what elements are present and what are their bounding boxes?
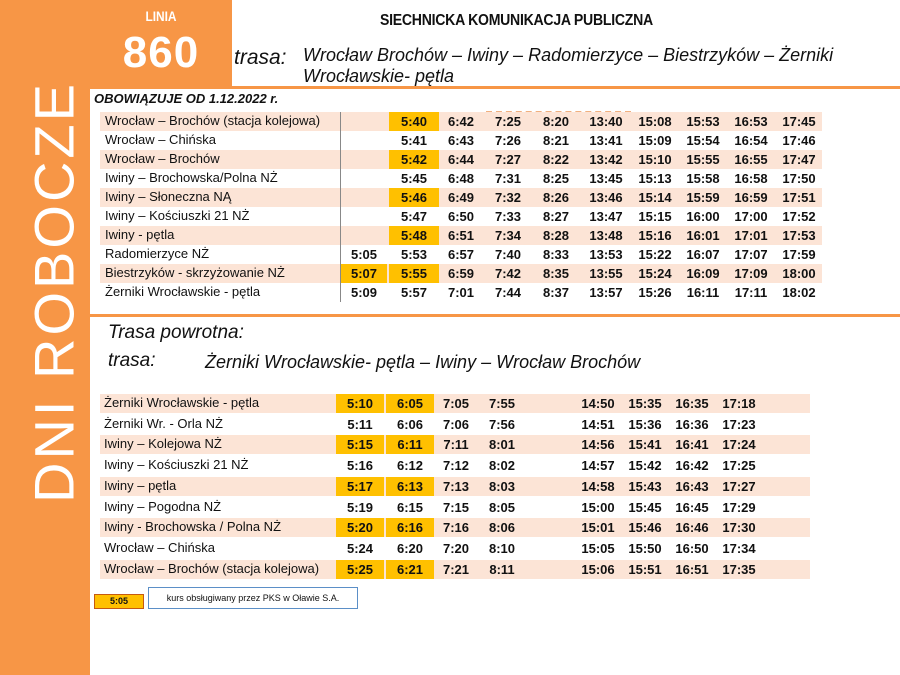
table-row	[100, 456, 810, 475]
stop-name: Żerniki Wr. - Orla NŻ	[104, 415, 223, 431]
departure-time: 17:34	[722, 540, 756, 556]
departure-time: 5:48	[389, 226, 439, 245]
departure-time: 16:50	[675, 540, 709, 556]
departure-time: 7:01	[447, 285, 475, 300]
departure-time: 7:33	[494, 209, 522, 224]
departure-time: 5:17	[336, 477, 384, 496]
departure-time: 13:53	[589, 247, 623, 262]
departure-time: 17:25	[722, 458, 756, 474]
departure-time: 15:15	[638, 209, 672, 224]
departure-time: 8:01	[488, 437, 516, 453]
departure-time: 8:10	[488, 540, 516, 556]
departure-time: 15:55	[686, 152, 720, 167]
company-name: SIECHNICKA KOMUNIKACJA PUBLICZNA	[380, 12, 653, 29]
departure-time: 5:07	[341, 264, 387, 283]
departure-time: 14:57	[581, 458, 615, 474]
departure-time: 15:16	[638, 228, 672, 243]
route-line-1: Wrocław Brochów – Iwiny – Radomierzyce – Biestrzyków – Żerniki	[303, 45, 834, 65]
departure-time: 8:20	[542, 114, 570, 129]
departure-time: 16:09	[686, 266, 720, 281]
departure-time: 16:45	[675, 499, 709, 515]
departure-time: 6:48	[447, 171, 475, 186]
departure-time: 17:18	[722, 396, 756, 411]
departure-time: 15:01	[581, 520, 615, 536]
departure-time: 8:21	[542, 133, 570, 148]
departure-time: 7:15	[442, 499, 470, 515]
departure-time: 15:08	[638, 114, 672, 129]
departure-time: 15:26	[638, 285, 672, 300]
day-type-title: DNI ROBOCZE	[22, 81, 86, 503]
table-row	[100, 264, 822, 283]
legend-swatch: 5:05	[94, 594, 144, 609]
stop-name: Iwiny - pętla	[105, 227, 175, 242]
departure-time: 5:11	[347, 416, 373, 432]
departure-time: 8:33	[542, 247, 570, 262]
departure-time: 17:29	[722, 499, 756, 515]
departure-time: 17:00	[734, 209, 768, 224]
departure-time: 5:25	[336, 560, 384, 579]
departure-time: 7:11	[443, 437, 469, 453]
departure-time: 7:27	[494, 152, 522, 167]
stop-name: Iwiny - Brochowska / Polna NŻ	[104, 519, 282, 535]
departure-time: 17:53	[782, 228, 816, 243]
departure-time: 8:35	[542, 266, 570, 281]
departure-time: 15:14	[638, 190, 672, 205]
departure-time: 6:05	[386, 394, 434, 413]
departure-time: 17:30	[722, 520, 756, 536]
departure-time: 15:58	[686, 171, 720, 186]
table-row	[100, 188, 822, 207]
departure-time: 13:45	[589, 171, 623, 186]
departure-time: 6:43	[447, 133, 475, 148]
return-route-label: trasa:	[108, 350, 156, 371]
departure-time: 5:05	[350, 247, 378, 262]
departure-time: 15:05	[581, 540, 615, 556]
stop-name: Wrocław – Brochów (stacja kolejowa)	[104, 560, 320, 576]
stop-name: Iwiny – Pogodna NŻ	[104, 498, 222, 514]
departure-time: 7:21	[442, 561, 470, 577]
header-divider	[90, 86, 900, 89]
departure-time: 7:05	[442, 396, 470, 411]
table-row	[100, 518, 810, 537]
departure-time: 15:59	[686, 190, 720, 205]
stop-name: Iwiny – Kościuszki 21 NŻ	[104, 457, 249, 473]
table-row	[100, 226, 822, 245]
departure-time: 15:50	[628, 540, 662, 556]
departure-time: 5:41	[400, 133, 428, 148]
departure-time: 6:20	[396, 540, 424, 556]
departure-time: 13:42	[589, 152, 623, 167]
departure-time: 17:35	[722, 561, 756, 577]
departure-time: 16:43	[675, 478, 709, 494]
departure-time: 8:06	[488, 520, 516, 536]
section-divider	[90, 314, 900, 317]
departure-time: 8:22	[542, 152, 570, 167]
departure-time: 15:00	[581, 499, 615, 515]
departure-time: 17:23	[722, 416, 756, 432]
departure-time: 5:53	[400, 247, 428, 262]
departure-time: 15:42	[628, 458, 662, 474]
departure-time: 16:01	[686, 228, 720, 243]
departure-time: 17:52	[782, 209, 816, 224]
table-row	[100, 477, 810, 496]
departure-time: 6:13	[386, 477, 434, 496]
departure-time: 5:20	[336, 518, 384, 537]
departure-time: 6:15	[396, 499, 424, 515]
departure-time: 15:53	[686, 114, 720, 129]
departure-time: 6:12	[396, 458, 424, 474]
departure-time: 5:47	[400, 209, 428, 224]
departure-time: 6:11	[386, 435, 434, 454]
departure-time: 15:06	[581, 561, 615, 577]
departure-time: 7:26	[494, 133, 522, 148]
stop-name: Iwiny – pętla	[104, 477, 177, 493]
departure-time: 7:56	[488, 416, 516, 432]
departure-time: 7:20	[442, 540, 470, 556]
departure-time: 7:44	[494, 285, 522, 300]
departure-time: 17:27	[722, 478, 756, 494]
departure-time: 6:49	[447, 190, 475, 205]
departure-time	[341, 226, 387, 245]
departure-time	[341, 188, 387, 207]
departure-time: 17:46	[782, 133, 816, 148]
departure-time: 6:57	[447, 247, 475, 262]
departure-time: 5:45	[400, 171, 428, 186]
departure-time: 17:59	[782, 247, 816, 262]
departure-time: 15:09	[638, 133, 672, 148]
column-separator	[340, 112, 341, 302]
departure-time: 5:16	[346, 458, 374, 474]
stop-name: Żerniki Wrocławskie - pętla	[105, 284, 261, 299]
departure-time: 15:41	[628, 437, 662, 453]
departure-time: 15:22	[638, 247, 672, 262]
table-row	[100, 207, 822, 226]
table-row	[100, 283, 822, 302]
departure-time: 7:16	[442, 520, 470, 536]
table-row	[100, 169, 822, 188]
departure-time: 6:21	[386, 560, 434, 579]
departure-time: 17:11	[734, 285, 768, 300]
departure-time: 16:46	[675, 520, 709, 536]
stop-name: Wrocław – Brochów (stacja kolejowa)	[105, 113, 321, 128]
departure-time: 7:40	[494, 247, 522, 262]
departure-time: 5:57	[400, 285, 428, 300]
departure-time: 15:35	[628, 396, 662, 411]
departure-time: 7:42	[494, 266, 522, 281]
departure-time: 16:41	[675, 437, 709, 453]
departure-time: 15:10	[638, 152, 672, 167]
departure-time: 13:55	[589, 266, 623, 281]
departure-time: 16:11	[686, 285, 720, 300]
departure-time	[341, 150, 387, 169]
departure-time: 8:37	[542, 285, 570, 300]
departure-time: 17:01	[734, 228, 768, 243]
return-title: Trasa powrotna:	[108, 322, 244, 343]
departure-time: 16:58	[734, 171, 768, 186]
table-row	[100, 112, 822, 131]
stop-name: Radomierzyce NŻ	[105, 246, 210, 261]
departure-time: 8:26	[542, 190, 570, 205]
departure-time: 16:00	[686, 209, 720, 224]
departure-time: 7:31	[494, 171, 522, 186]
departure-time: 15:45	[628, 499, 662, 515]
departure-time: 6:42	[447, 114, 475, 129]
departure-time: 16:51	[675, 561, 709, 577]
departure-time: 7:25	[494, 114, 522, 129]
departure-time: 14:50	[581, 396, 615, 411]
departure-time: 5:42	[389, 150, 439, 169]
departure-time: 7:32	[494, 190, 522, 205]
departure-time: 16:36	[675, 416, 709, 432]
departure-time: 7:34	[494, 228, 522, 243]
stop-name: Iwiny – Brochowska/Polna NŻ	[105, 170, 278, 185]
departure-time: 16:42	[675, 458, 709, 474]
return-route-text: Żerniki Wrocławskie- pętla – Iwiny – Wrocław Brochów	[205, 352, 641, 372]
departure-time: 6:50	[447, 209, 475, 224]
departure-time: 15:51	[628, 561, 662, 577]
departure-time: 6:51	[447, 228, 475, 243]
departure-time: 17:24	[722, 437, 756, 453]
line-label: LINIA	[145, 8, 177, 24]
departure-time: 8:03	[488, 478, 516, 494]
departure-time: 8:28	[542, 228, 570, 243]
departure-time: 7:13	[442, 478, 470, 494]
stop-name: Żerniki Wrocławskie - pętla	[104, 395, 260, 410]
departure-time	[341, 131, 387, 150]
table-row	[100, 435, 810, 454]
departure-time: 17:50	[782, 171, 816, 186]
table-row	[100, 539, 810, 558]
departure-time: 7:12	[442, 458, 470, 474]
departure-time: 15:36	[628, 416, 662, 432]
stop-name: Iwiny – Kościuszki 21 NŻ	[105, 208, 250, 223]
departure-time: 6:59	[447, 266, 475, 281]
departure-time: 8:05	[488, 499, 516, 515]
stop-name: Wrocław – Brochów	[105, 151, 220, 166]
departure-time	[341, 207, 387, 226]
departure-time: 13:41	[589, 133, 623, 148]
departure-time: 7:06	[442, 416, 470, 432]
route-label: trasa:	[234, 46, 287, 69]
table-row	[100, 150, 822, 169]
departure-time: 13:46	[589, 190, 623, 205]
departure-time: 16:53	[734, 114, 768, 129]
departure-time: 13:47	[589, 209, 623, 224]
departure-time: 15:13	[638, 171, 672, 186]
stop-name: Iwiny – Kolejowa NŻ	[104, 436, 222, 452]
stop-name: Biestrzyków - skrzyżowanie NŻ	[105, 265, 285, 280]
departure-time: 18:00	[782, 266, 816, 281]
departure-time: 6:44	[447, 152, 475, 167]
departure-time: 13:57	[589, 285, 623, 300]
departure-time: 17:07	[734, 247, 768, 262]
departure-time: 15:24	[638, 266, 672, 281]
departure-time: 5:24	[346, 540, 374, 556]
line-number: 860	[122, 28, 200, 77]
departure-time: 14:56	[581, 437, 615, 453]
table-row	[100, 394, 810, 413]
departure-time: 8:02	[488, 458, 516, 474]
departure-time: 13:48	[589, 228, 623, 243]
departure-time: 8:25	[542, 171, 570, 186]
departure-time: 17:09	[734, 266, 768, 281]
legend-text: kurs obsługiwany przez PKS w Oławie S.A.	[148, 587, 358, 609]
table-row	[100, 560, 810, 579]
departure-time: 16:54	[734, 133, 768, 148]
departure-time: 17:45	[782, 114, 816, 129]
departure-time: 15:54	[686, 133, 720, 148]
departure-time: 8:27	[542, 209, 570, 224]
departure-time: 16:07	[686, 247, 720, 262]
table-row	[100, 415, 810, 434]
departure-time: 8:11	[489, 561, 515, 577]
departure-time: 5:46	[389, 188, 439, 207]
departure-time: 16:35	[675, 396, 709, 411]
departure-time: 5:09	[350, 285, 378, 300]
departure-time: 14:58	[581, 478, 615, 494]
route-line-2: Wrocławskie- pętla	[303, 66, 455, 86]
departure-time: 5:19	[346, 499, 374, 515]
departure-time	[341, 169, 387, 188]
table-row	[100, 245, 822, 264]
departure-time: 7:55	[488, 396, 516, 411]
departure-time: 5:40	[389, 112, 439, 131]
departure-time: 5:55	[389, 264, 439, 283]
stop-name: Wrocław – Chińska	[105, 132, 217, 147]
table-row	[100, 131, 822, 150]
departure-time: 17:47	[782, 152, 816, 167]
departure-time: 13:40	[589, 114, 623, 129]
departure-time: 16:59	[734, 190, 768, 205]
departure-time	[341, 112, 387, 131]
departure-time: 14:51	[581, 416, 615, 432]
departure-time: 15:46	[628, 520, 662, 536]
departure-time: 5:10	[336, 394, 384, 413]
departure-time: 6:16	[386, 518, 434, 537]
departure-time: 16:55	[734, 152, 768, 167]
stop-name: Wrocław – Chińska	[104, 539, 216, 555]
departure-time: 17:51	[782, 190, 816, 205]
departure-time: 6:06	[396, 416, 424, 432]
table-row	[100, 498, 810, 517]
stop-name: Iwiny – Słoneczna NĄ	[105, 189, 232, 204]
departure-time: 15:43	[628, 478, 662, 494]
departure-time: 5:15	[336, 435, 384, 454]
valid-from-notice: OBOWIĄZUJE OD 1.12.2022 r.	[94, 91, 279, 106]
departure-time: 18:02	[782, 285, 816, 300]
